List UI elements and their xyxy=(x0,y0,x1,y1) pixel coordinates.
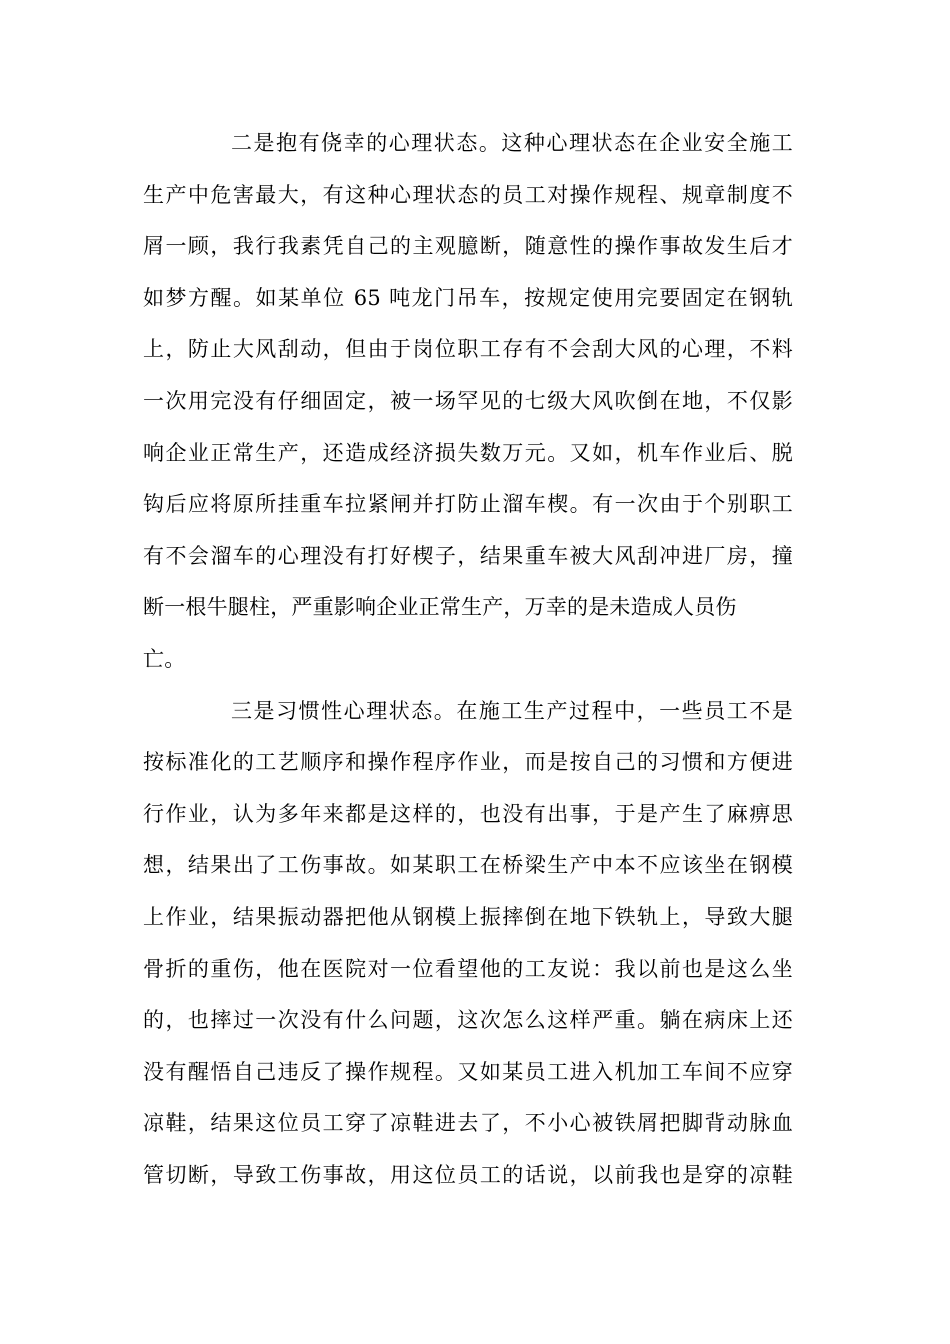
paragraph-line: 的，也摔过一次没有什么问题，这次怎么这样严重。躺在病床上还 xyxy=(143,1008,793,1033)
paragraph-line: 生产中危害最大，有这种心理状态的员工对操作规程、规章制度不 xyxy=(143,182,793,207)
paragraph-line: 想，结果出了工伤事故。如某职工在桥梁生产中本不应该坐在钢模 xyxy=(143,853,793,878)
paragraph-luck-mentality xyxy=(143,118,793,686)
paragraph-line: 上作业，结果振动器把他从钢模上振摔倒在地下铁轨上，导致大腿 xyxy=(143,904,793,929)
paragraph-line: 没有醒悟自己违反了操作规程。又如某员工进入机加工车间不应穿 xyxy=(143,1059,793,1084)
paragraph-line: 一次用完没有仔细固定，被一场罕见的七级大风吹倒在地，不仅影 xyxy=(143,388,793,413)
paragraph-line: 行作业，认为多年来都是这样的，也没有出事，于是产生了麻痹思 xyxy=(143,801,793,826)
paragraph-line: 骨折的重伤，他在医院对一位看望他的工友说：我以前也是这么坐 xyxy=(143,956,793,981)
paragraph-line: 响企业正常生产，还造成经济损失数万元。又如，机车作业后、脱 xyxy=(143,440,793,465)
paragraph-line: 亡。 xyxy=(143,646,186,671)
paragraph-habitual-mentality xyxy=(143,686,793,1202)
body-text xyxy=(143,118,793,1201)
paragraph-line: 上，防止大风刮动，但由于岗位职工存有不会刮大风的心理，不料 xyxy=(143,337,793,362)
paragraph-line: 有不会溜车的心理没有打好楔子，结果重车被大风刮冲进厂房，撞 xyxy=(143,543,793,568)
paragraph-line: 断一根牛腿柱，严重影响企业正常生产，万幸的是未造成人员伤 xyxy=(143,595,737,620)
paragraph-line: 钩后应将原所挂重车拉紧闸并打防止溜车楔。有一次由于个别职工 xyxy=(143,492,793,517)
paragraph-line: 按标准化的工艺顺序和操作程序作业，而是按自己的习惯和方便进 xyxy=(143,750,793,775)
paragraph-line: 三是习惯性心理状态。在施工生产过程中，一些员工不是 xyxy=(231,698,793,723)
paragraph-line: 屑一顾，我行我素凭自己的主观臆断，随意性的操作事故发生后才 xyxy=(143,234,793,259)
paragraph-line: 管切断，导致工伤事故，用这位员工的话说，以前我也是穿的凉鞋 xyxy=(143,1162,793,1187)
paragraph-line: 如梦方醒。如某单位 65 吨龙门吊车，按规定使用完要固定在钢轨 xyxy=(143,285,793,310)
paragraph-line: 凉鞋，结果这位员工穿了凉鞋进去了，不小心被铁屑把脚背动脉血 xyxy=(143,1111,793,1136)
paragraph-line: 二是抱有侥幸的心理状态。这种心理状态在企业安全施工 xyxy=(231,131,793,155)
